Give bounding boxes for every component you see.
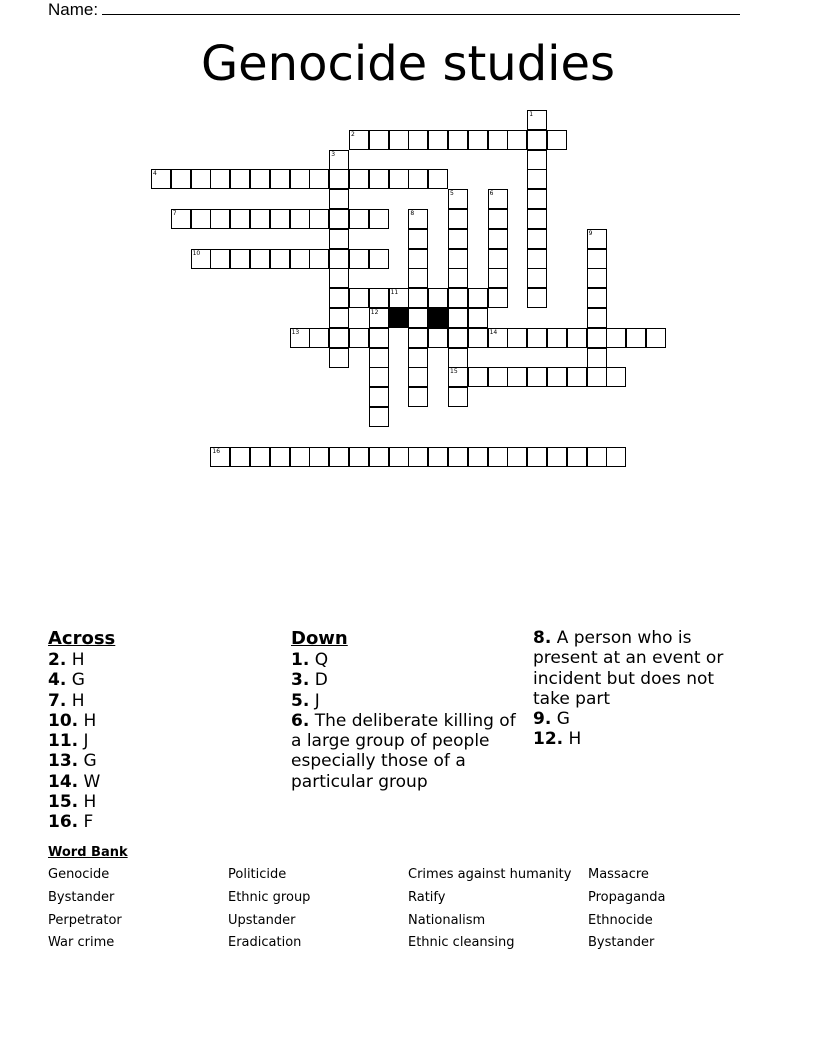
crossword-cell[interactable] xyxy=(408,348,428,368)
word-bank-item: Massacre xyxy=(588,867,649,882)
crossword-cell[interactable] xyxy=(349,209,369,229)
crossword-cell[interactable] xyxy=(488,189,508,209)
crossword-cell[interactable] xyxy=(369,249,389,269)
clue-item xyxy=(291,650,529,670)
crossword-cell[interactable] xyxy=(488,268,508,288)
crossword-cell[interactable] xyxy=(448,348,468,368)
crossword-cell[interactable] xyxy=(408,367,428,387)
crossword-cell[interactable] xyxy=(290,249,310,269)
crossword-cell[interactable] xyxy=(250,169,270,189)
crossword-cell[interactable] xyxy=(250,249,270,269)
clue-text: The deliberate killing of a large group of people especially those of a particular group xyxy=(291,710,516,792)
crossword-cell[interactable] xyxy=(389,447,409,467)
word-bank-item: Upstander xyxy=(228,912,296,928)
clue-item xyxy=(291,670,529,690)
clue-number: 8 xyxy=(410,210,415,217)
crossword-cell[interactable] xyxy=(329,308,349,328)
word-bank-item: Ethnic group xyxy=(228,890,311,905)
word-bank-item: Ethnic cleansing xyxy=(408,935,515,950)
crossword-cell[interactable] xyxy=(290,209,310,229)
crossword-cell[interactable] xyxy=(448,367,468,387)
crossword-cell[interactable] xyxy=(369,130,389,150)
crossword-cell[interactable] xyxy=(527,110,547,130)
crossword-cell[interactable] xyxy=(547,130,567,150)
crossword-cell[interactable] xyxy=(567,447,587,467)
crossword-cell[interactable] xyxy=(448,268,468,288)
crossword-cell[interactable] xyxy=(527,367,547,387)
clue-number: 2 xyxy=(351,130,355,138)
crossword-cell[interactable] xyxy=(527,130,547,150)
crossword-cell[interactable] xyxy=(428,447,448,467)
crossword-cell[interactable] xyxy=(389,130,409,150)
across-heading: Across xyxy=(48,628,116,649)
crossword-cell[interactable] xyxy=(448,249,468,269)
clue-item xyxy=(533,628,753,709)
crossword-cell[interactable] xyxy=(171,169,191,189)
crossword-cell[interactable] xyxy=(626,328,646,348)
crossword-cell[interactable] xyxy=(527,169,547,189)
crossword-cell[interactable] xyxy=(309,249,329,269)
crossword-cell[interactable] xyxy=(547,447,567,467)
crossword-cell[interactable] xyxy=(329,229,349,249)
crossword-cell[interactable] xyxy=(191,249,211,269)
down-clues xyxy=(291,628,529,792)
crossword-cell[interactable] xyxy=(230,209,250,229)
clue-item xyxy=(48,650,278,670)
clue-num: 6. xyxy=(291,710,310,731)
word-bank-item: Bystander xyxy=(588,935,655,950)
crossword-cell[interactable] xyxy=(349,130,369,150)
crossword-cell[interactable] xyxy=(468,130,488,150)
clue-number: 15 xyxy=(450,368,458,376)
crossword-cell[interactable] xyxy=(309,209,329,229)
crossword-cell[interactable] xyxy=(468,328,488,348)
clue-text: J xyxy=(78,731,89,752)
crossword-cell[interactable] xyxy=(527,189,547,209)
clue-text: H xyxy=(66,650,85,670)
across-clues xyxy=(48,628,278,833)
crossword-cell[interactable] xyxy=(527,209,547,229)
crossword-cell[interactable] xyxy=(527,268,547,288)
clue-num: 13. xyxy=(48,751,79,772)
crossword-cell[interactable] xyxy=(488,209,508,229)
clue-text: H xyxy=(78,792,97,813)
crossword-cell[interactable] xyxy=(290,328,310,348)
crossword-cell[interactable] xyxy=(428,169,448,189)
crossword-cell[interactable] xyxy=(151,169,171,189)
clue-number: 12 xyxy=(370,309,379,316)
crossword-cell[interactable] xyxy=(488,328,508,348)
clue-number: 13 xyxy=(291,328,300,336)
clue-item xyxy=(291,711,529,792)
clue-num: 5. xyxy=(291,690,310,711)
crossword-cell[interactable] xyxy=(448,288,468,308)
crossword-cell[interactable] xyxy=(606,447,626,467)
crossword-cell[interactable] xyxy=(488,288,508,308)
crossword-cell[interactable] xyxy=(369,288,389,308)
crossword-cell[interactable] xyxy=(290,447,310,467)
clue-num: 15. xyxy=(48,792,79,813)
crossword-cell[interactable] xyxy=(329,209,349,229)
word-bank-item: Perpetrator xyxy=(48,912,122,928)
down-heading: Down xyxy=(291,628,348,649)
crossword-cell[interactable] xyxy=(448,130,468,150)
crossword-cell[interactable] xyxy=(408,229,428,249)
clue-item xyxy=(48,670,278,690)
crossword-cell[interactable] xyxy=(527,249,547,269)
crossword-cell[interactable] xyxy=(507,130,527,150)
clue-number: 10 xyxy=(192,249,201,257)
clue-num: 11. xyxy=(48,731,79,752)
crossword-cell[interactable] xyxy=(369,407,389,427)
clue-item xyxy=(48,711,278,731)
page-title: Genocide studies xyxy=(200,36,616,92)
clue-text: G xyxy=(78,751,97,772)
clue-num: 8. xyxy=(533,628,552,648)
crossword-cell[interactable] xyxy=(408,447,428,467)
clue-text: Q xyxy=(309,650,329,670)
crossword-cell[interactable] xyxy=(329,249,349,269)
clue-number: 6 xyxy=(489,190,494,198)
crossword-cell[interactable] xyxy=(527,447,547,467)
clue-number: 16 xyxy=(212,447,221,455)
crossword-cell[interactable] xyxy=(587,249,607,269)
crossword-cell[interactable] xyxy=(527,288,547,308)
crossword-cell[interactable] xyxy=(527,229,547,249)
crossword-cell[interactable] xyxy=(369,328,389,348)
crossword-cell[interactable] xyxy=(349,249,369,269)
crossword-cell[interactable] xyxy=(349,328,369,348)
crossword-cell[interactable] xyxy=(270,249,290,269)
crossword-cell[interactable] xyxy=(547,367,567,387)
crossword-cell[interactable] xyxy=(488,367,508,387)
crossword-cell[interactable] xyxy=(507,447,527,467)
name-label: Name: xyxy=(48,0,99,19)
crossword-cell[interactable] xyxy=(191,209,211,229)
crossword-cell[interactable] xyxy=(369,348,389,368)
crossword-cell[interactable] xyxy=(389,288,409,308)
clue-number: 14 xyxy=(489,328,498,336)
crossword-cell[interactable] xyxy=(448,209,468,229)
clue-text: A person who is present at an event or incident but does not take part xyxy=(533,628,724,709)
clue-number: 11 xyxy=(390,289,399,297)
clue-item xyxy=(291,691,529,711)
crossword-cell[interactable] xyxy=(448,328,468,348)
crossword-cell[interactable] xyxy=(606,328,626,348)
crossword-cell[interactable] xyxy=(329,169,349,189)
crossword-cell[interactable] xyxy=(329,268,349,288)
crossword-cell[interactable] xyxy=(587,348,607,368)
crossword-cell[interactable] xyxy=(389,169,409,189)
clue-number: 1 xyxy=(529,111,534,118)
crossword-cell[interactable] xyxy=(250,209,270,229)
crossword-cell[interactable] xyxy=(369,367,389,387)
crossword-cell[interactable] xyxy=(369,169,389,189)
crossword-cell[interactable] xyxy=(507,328,527,348)
crossword-cell[interactable] xyxy=(329,189,349,209)
clue-item xyxy=(533,709,753,729)
crossword-cell[interactable] xyxy=(587,328,607,348)
crossword-cell[interactable] xyxy=(230,169,250,189)
crossword-cell[interactable] xyxy=(329,150,349,170)
crossword-cell[interactable] xyxy=(547,328,567,348)
clue-num: 10. xyxy=(48,710,79,731)
crossword-cell[interactable] xyxy=(171,209,191,229)
crossword-cell[interactable] xyxy=(230,447,250,467)
crossword-cell[interactable] xyxy=(587,268,607,288)
crossword-cell[interactable] xyxy=(428,288,448,308)
crossword-cell[interactable] xyxy=(250,447,270,467)
crossword-cell[interactable] xyxy=(488,229,508,249)
crossword-cell[interactable] xyxy=(428,328,448,348)
clue-num: 12. xyxy=(533,729,564,750)
crossword-cell[interactable] xyxy=(468,447,488,467)
crossword-cell[interactable] xyxy=(408,288,428,308)
clue-item xyxy=(48,731,278,751)
crossword-grid xyxy=(0,0,816,480)
clue-text: J xyxy=(309,690,320,711)
clue-item xyxy=(48,772,278,792)
crossword-cell[interactable] xyxy=(408,249,428,269)
clue-number: 3 xyxy=(331,150,336,158)
crossword-cell[interactable] xyxy=(448,308,468,328)
clue-num: 4. xyxy=(48,670,67,691)
down-clues-continued xyxy=(533,628,753,750)
clue-number: 9 xyxy=(588,229,593,237)
clue-number: 4 xyxy=(153,170,157,178)
clue-num: 16. xyxy=(48,812,79,833)
clue-text: W xyxy=(78,771,101,792)
crossword-cell[interactable] xyxy=(329,348,349,368)
crossword-cell[interactable] xyxy=(369,447,389,467)
crossword-cell[interactable] xyxy=(468,288,488,308)
word-bank-item: Eradication xyxy=(228,935,302,950)
crossword-cell[interactable] xyxy=(567,328,587,348)
clue-text: G xyxy=(551,709,570,730)
crossword-cell[interactable] xyxy=(408,308,428,328)
crossword-cell[interactable] xyxy=(408,169,428,189)
clue-text: D xyxy=(309,670,328,691)
clue-number: 7 xyxy=(172,210,177,217)
word-bank-item: Crimes against humanity xyxy=(408,867,572,882)
crossword-cell[interactable] xyxy=(329,288,349,308)
crossword-cell[interactable] xyxy=(527,150,547,170)
crossword-cell[interactable] xyxy=(448,447,468,467)
crossword-cell[interactable] xyxy=(587,288,607,308)
crossword-cell[interactable] xyxy=(309,169,329,189)
crossword-cell[interactable] xyxy=(329,447,349,467)
crossword-cell[interactable] xyxy=(369,209,389,229)
word-bank-item: Nationalism xyxy=(408,912,486,928)
clue-num: 9. xyxy=(533,709,552,730)
clue-num: 1. xyxy=(291,650,310,670)
crossword-cell[interactable] xyxy=(349,169,369,189)
crossword-cell[interactable] xyxy=(408,209,428,229)
crossword-cell[interactable] xyxy=(290,169,310,189)
clue-text: G xyxy=(66,670,85,691)
clue-item xyxy=(48,792,278,812)
crossword-cell[interactable] xyxy=(309,447,329,467)
crossword-cell[interactable] xyxy=(527,328,547,348)
crossword-cell[interactable] xyxy=(210,447,230,467)
crossword-cell[interactable] xyxy=(507,367,527,387)
crossword-cell[interactable] xyxy=(329,328,349,348)
crossword-cell[interactable] xyxy=(210,249,230,269)
crossword-cell[interactable] xyxy=(408,268,428,288)
clue-text: H xyxy=(66,690,85,711)
clue-num: 2. xyxy=(48,650,67,670)
crossword-cell[interactable] xyxy=(369,308,389,328)
crossword-cell[interactable] xyxy=(349,447,369,467)
crossword-cell[interactable] xyxy=(448,387,468,407)
crossword-black-cell xyxy=(389,308,409,328)
clue-item xyxy=(533,729,753,749)
crossword-cell[interactable] xyxy=(408,328,428,348)
crossword-cell[interactable] xyxy=(488,130,508,150)
clue-text: F xyxy=(78,812,94,833)
crossword-cell[interactable] xyxy=(448,189,468,209)
word-bank-item: Genocide xyxy=(48,867,110,882)
clue-num: 14. xyxy=(48,771,79,792)
word-bank-item: War crime xyxy=(48,935,115,950)
clue-item xyxy=(48,812,278,832)
crossword-cell[interactable] xyxy=(270,209,290,229)
word-bank-item: Bystander xyxy=(48,890,115,905)
crossword-cell[interactable] xyxy=(646,328,666,348)
clue-text: H xyxy=(563,729,582,750)
crossword-cell[interactable] xyxy=(408,387,428,407)
clue-number: 5 xyxy=(450,190,454,198)
crossword-cell[interactable] xyxy=(587,447,607,467)
crossword-cell[interactable] xyxy=(606,367,626,387)
word-bank-item: Ethnocide xyxy=(588,912,653,928)
crossword-cell[interactable] xyxy=(587,367,607,387)
word-bank-item: Propaganda xyxy=(588,890,666,905)
crossword-cell[interactable] xyxy=(270,169,290,189)
crossword-cell[interactable] xyxy=(428,130,448,150)
crossword-cell[interactable] xyxy=(230,249,250,269)
crossword-cell[interactable] xyxy=(408,130,428,150)
clue-item xyxy=(48,691,278,711)
crossword-cell[interactable] xyxy=(488,447,508,467)
crossword-cell[interactable] xyxy=(210,169,230,189)
crossword-cell[interactable] xyxy=(468,367,488,387)
clue-item xyxy=(48,751,278,771)
crossword-black-cell xyxy=(428,308,448,328)
word-bank-title: Word Bank xyxy=(48,845,128,860)
word-bank-item: Politicide xyxy=(228,867,287,882)
crossword-cell[interactable] xyxy=(587,229,607,249)
crossword-cell[interactable] xyxy=(270,447,290,467)
crossword-cell[interactable] xyxy=(567,367,587,387)
crossword-cell[interactable] xyxy=(488,249,508,269)
word-bank-item: Ratify xyxy=(408,890,446,905)
crossword-cell[interactable] xyxy=(468,308,488,328)
clue-num: 7. xyxy=(48,690,67,711)
clue-num: 3. xyxy=(291,670,310,691)
crossword-cell[interactable] xyxy=(210,209,230,229)
crossword-cell[interactable] xyxy=(309,328,329,348)
clue-text: H xyxy=(78,710,97,731)
crossword-cell[interactable] xyxy=(448,229,468,249)
crossword-cell[interactable] xyxy=(587,308,607,328)
crossword-cell[interactable] xyxy=(191,169,211,189)
crossword-cell[interactable] xyxy=(369,387,389,407)
crossword-cell[interactable] xyxy=(349,288,369,308)
